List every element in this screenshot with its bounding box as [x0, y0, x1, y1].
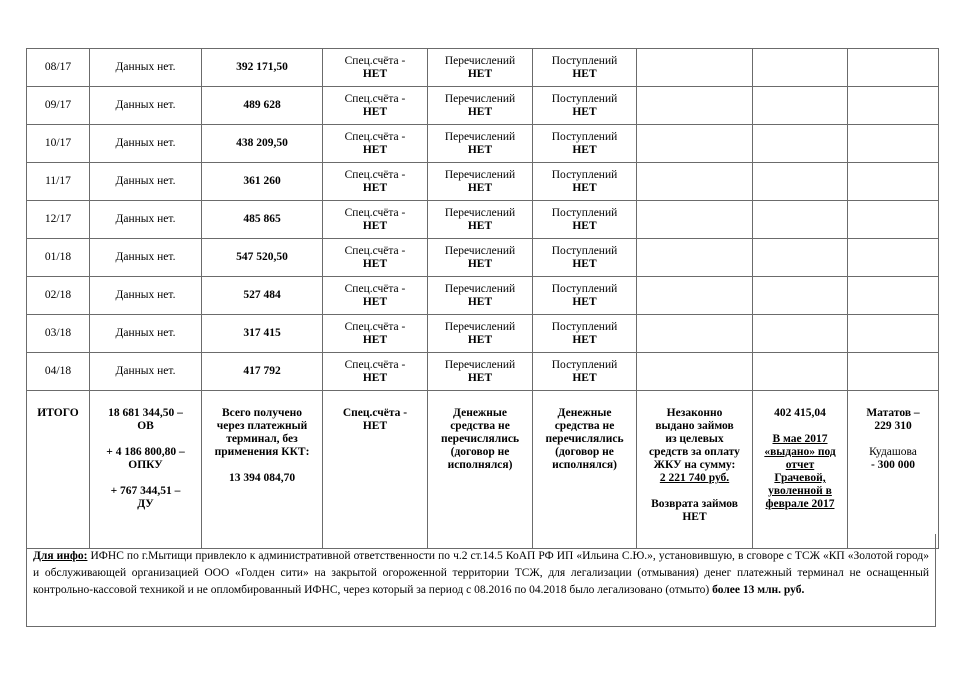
- period-cell: 01/18: [27, 239, 90, 277]
- info-label: Для инфо:: [33, 550, 88, 562]
- empty-cell: [848, 201, 939, 239]
- transfers-cell: Перечислений НЕТ: [428, 353, 533, 391]
- total-label: ИТОГО: [27, 391, 90, 549]
- transfers-cell: Перечислений НЕТ: [428, 239, 533, 277]
- spec-account-cell: Спец.счёта - НЕТ: [323, 87, 428, 125]
- empty-cell: [848, 163, 939, 201]
- period-cell: 03/18: [27, 315, 90, 353]
- empty-cell: [753, 49, 848, 87]
- issued-amount: 402 415,04: [774, 407, 826, 419]
- total-loans-cell: Незаконно выдано займов из целевых средств за оплату ЖКУ на сумму: 2 221 740 руб. Возврата займов НЕТ: [637, 391, 753, 549]
- amount-cell: 317 415: [202, 315, 323, 353]
- total-sum-cell: 18 681 344,50 – ОВ + 4 186 800,80 – ОПКУ + 767 344,51 – ДУ: [90, 391, 202, 549]
- empty-cell: [848, 315, 939, 353]
- table-row: [27, 125, 939, 163]
- period-cell: 09/17: [27, 87, 90, 125]
- table-row: [27, 277, 939, 315]
- transfers-cell: Перечислений НЕТ: [428, 125, 533, 163]
- data-cell: Данных нет.: [90, 353, 202, 391]
- period-cell: 04/18: [27, 353, 90, 391]
- receipts-cell: Поступлений НЕТ: [533, 239, 637, 277]
- empty-cell: [753, 239, 848, 277]
- transfers-cell: Перечислений НЕТ: [428, 201, 533, 239]
- empty-cell: [637, 315, 753, 353]
- table-row: [27, 49, 939, 87]
- spec-account-cell: Спец.счёта - НЕТ: [323, 353, 428, 391]
- amount-cell: 547 520,50: [202, 239, 323, 277]
- data-cell: Данных нет.: [90, 239, 202, 277]
- transfers-cell: Перечислений НЕТ: [428, 49, 533, 87]
- data-cell: Данных нет.: [90, 163, 202, 201]
- table-row: [27, 239, 939, 277]
- financial-table: [26, 48, 939, 549]
- total-persons-cell: Мататов – 229 310 Кудашова - 300 000: [848, 391, 939, 549]
- total-row: [27, 391, 939, 549]
- table-row: [27, 163, 939, 201]
- empty-cell: [637, 277, 753, 315]
- spec-account-cell: Спец.счёта - НЕТ: [323, 125, 428, 163]
- info-text: ИФНС по г.Мытищи привлекло к административной ответственности по ч.2 ст.14.5 КоАП РФ ИП «Ильина С.Ю.», установившую, в сговоре с ТСЖ «КП «Золотой город» и обслуживающей организацией ООО «Голден сити» на закрытой огороженной территории ТСЖ, для легализации (отмывания) денег платежный терминал не оснащенный контрольно-кассовой техникой и не опломбированный ИФНС, через который за период с 08.2016 по 04.2018 было легализовано (отмыто): [33, 550, 930, 596]
- receipts-cell: Поступлений НЕТ: [533, 125, 637, 163]
- amount-cell: 485 865: [202, 201, 323, 239]
- receipts-cell: Поступлений НЕТ: [533, 201, 637, 239]
- receipts-cell: Поступлений НЕТ: [533, 353, 637, 391]
- empty-cell: [848, 277, 939, 315]
- spec-account-cell: Спец.счёта - НЕТ: [323, 163, 428, 201]
- empty-cell: [637, 239, 753, 277]
- empty-cell: [753, 163, 848, 201]
- table-row: [27, 315, 939, 353]
- loans-amount: 2 221 740 руб.: [659, 472, 730, 484]
- spec-account-cell: Спец.счёта - НЕТ: [323, 315, 428, 353]
- transfers-cell: Перечислений НЕТ: [428, 315, 533, 353]
- empty-cell: [637, 87, 753, 125]
- empty-cell: [848, 49, 939, 87]
- spec-account-cell: Спец.счёта - НЕТ: [323, 201, 428, 239]
- period-cell: 11/17: [27, 163, 90, 201]
- amount-cell: 489 628: [202, 87, 323, 125]
- spec-account-cell: Спец.счёта - НЕТ: [323, 49, 428, 87]
- total-not-transferred-a: Денежные средства не перечислялись (договор не исполнялся): [428, 391, 533, 549]
- period-cell: 08/17: [27, 49, 90, 87]
- amount-cell: 361 260: [202, 163, 323, 201]
- data-cell: Данных нет.: [90, 277, 202, 315]
- empty-cell: [848, 125, 939, 163]
- data-cell: Данных нет.: [90, 49, 202, 87]
- amount-cell: 417 792: [202, 353, 323, 391]
- receipts-cell: Поступлений НЕТ: [533, 49, 637, 87]
- empty-cell: [848, 87, 939, 125]
- empty-cell: [637, 125, 753, 163]
- data-cell: Данных нет.: [90, 87, 202, 125]
- total-not-transferred-b: Денежные средства не перечислялись (договор не исполнялся): [533, 391, 637, 549]
- amount-cell: 438 209,50: [202, 125, 323, 163]
- transfers-cell: Перечислений НЕТ: [428, 163, 533, 201]
- empty-cell: [753, 87, 848, 125]
- empty-cell: [753, 353, 848, 391]
- empty-cell: [753, 201, 848, 239]
- data-cell: Данных нет.: [90, 315, 202, 353]
- amount-cell: 527 484: [202, 277, 323, 315]
- empty-cell: [753, 277, 848, 315]
- total-issued-cell: 402 415,04 В мае 2017 «выдано» под отчет Грачевой, уволенной в феврале 2017: [753, 391, 848, 549]
- table-row: [27, 201, 939, 239]
- total-terminal-cell: Всего получено через платежный терминал, без применения ККТ: 13 394 084,70: [202, 391, 323, 549]
- empty-cell: [848, 239, 939, 277]
- total-spec-cell: Спец.счёта - НЕТ: [323, 391, 428, 549]
- period-cell: 12/17: [27, 201, 90, 239]
- table-row: [27, 353, 939, 391]
- receipts-cell: Поступлений НЕТ: [533, 277, 637, 315]
- table-row: [27, 87, 939, 125]
- table-body: [27, 49, 939, 391]
- receipts-cell: Поступлений НЕТ: [533, 163, 637, 201]
- transfers-cell: Перечислений НЕТ: [428, 277, 533, 315]
- empty-cell: [637, 163, 753, 201]
- receipts-cell: Поступлений НЕТ: [533, 315, 637, 353]
- info-note: [26, 534, 936, 627]
- info-emphasis: более 13 млн. руб.: [712, 584, 805, 596]
- spec-account-cell: Спец.счёта - НЕТ: [323, 277, 428, 315]
- amount-cell: 392 171,50: [202, 49, 323, 87]
- transfers-cell: Перечислений НЕТ: [428, 87, 533, 125]
- empty-cell: [753, 125, 848, 163]
- data-cell: Данных нет.: [90, 125, 202, 163]
- receipts-cell: Поступлений НЕТ: [533, 87, 637, 125]
- empty-cell: [637, 49, 753, 87]
- empty-cell: [637, 201, 753, 239]
- data-cell: Данных нет.: [90, 201, 202, 239]
- empty-cell: [848, 353, 939, 391]
- period-cell: 02/18: [27, 277, 90, 315]
- empty-cell: [637, 353, 753, 391]
- period-cell: 10/17: [27, 125, 90, 163]
- empty-cell: [753, 315, 848, 353]
- spec-account-cell: Спец.счёта - НЕТ: [323, 239, 428, 277]
